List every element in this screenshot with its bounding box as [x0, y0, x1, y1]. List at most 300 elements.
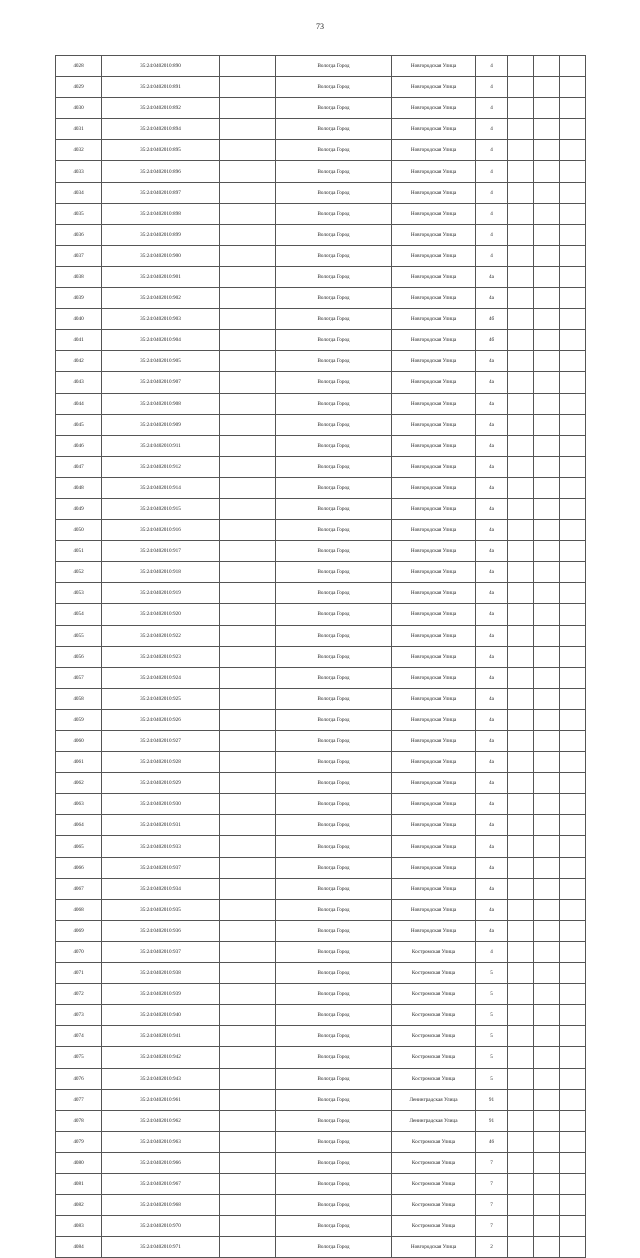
- empty-cell: [220, 562, 276, 583]
- cadastral-number-cell: 35:24:0402010:970: [102, 1216, 220, 1237]
- cadastral-number-cell: 35:24:0402010:897: [102, 182, 220, 203]
- city-cell: Вологда Город: [276, 688, 392, 709]
- house-number-cell: 4: [476, 224, 508, 245]
- empty-cell: [220, 963, 276, 984]
- city-cell: Вологда Город: [276, 435, 392, 456]
- street-cell: Новгородская Улица: [392, 98, 476, 119]
- empty-cell: [220, 709, 276, 730]
- city-cell: Вологда Город: [276, 456, 392, 477]
- street-cell: Новгородская Улица: [392, 77, 476, 98]
- table-row: [56, 182, 586, 203]
- cadastral-number-cell: 35:24:0402010:930: [102, 794, 220, 815]
- city-cell: Вологда Город: [276, 98, 392, 119]
- empty-cell: [508, 1026, 534, 1047]
- empty-cell: [534, 266, 560, 287]
- row-number-cell: 4075: [56, 1047, 102, 1068]
- empty-cell: [220, 836, 276, 857]
- house-number-cell: 4а: [476, 477, 508, 498]
- empty-cell: [220, 520, 276, 541]
- empty-cell: [560, 984, 586, 1005]
- row-number-cell: 4063: [56, 794, 102, 815]
- empty-cell: [560, 330, 586, 351]
- street-cell: Новгородская Улица: [392, 899, 476, 920]
- cadastral-number-cell: 35:24:0402010:925: [102, 688, 220, 709]
- empty-cell: [508, 963, 534, 984]
- empty-cell: [220, 1131, 276, 1152]
- cadastral-number-cell: 35:24:0402010:915: [102, 498, 220, 519]
- city-cell: Вологда Город: [276, 836, 392, 857]
- city-cell: Вологда Город: [276, 731, 392, 752]
- house-number-cell: 4б: [476, 330, 508, 351]
- table-row: [56, 899, 586, 920]
- row-number-cell: 4052: [56, 562, 102, 583]
- street-cell: Ленинградская Улица: [392, 1110, 476, 1131]
- street-cell: Новгородская Улица: [392, 161, 476, 182]
- street-cell: Новгородская Улица: [392, 878, 476, 899]
- empty-cell: [508, 414, 534, 435]
- cadastral-number-cell: 35:24:0402010:963: [102, 1131, 220, 1152]
- empty-cell: [220, 203, 276, 224]
- city-cell: Вологда Город: [276, 414, 392, 435]
- row-number-cell: 4070: [56, 941, 102, 962]
- cadastral-number-cell: 35:24:0402010:936: [102, 920, 220, 941]
- empty-cell: [508, 920, 534, 941]
- registry-table-body: [56, 56, 586, 1258]
- city-cell: Вологда Город: [276, 140, 392, 161]
- empty-cell: [534, 1152, 560, 1173]
- table-row: [56, 667, 586, 688]
- empty-cell: [534, 1195, 560, 1216]
- row-number-cell: 4036: [56, 224, 102, 245]
- city-cell: Вологда Город: [276, 899, 392, 920]
- street-cell: Новгородская Улица: [392, 541, 476, 562]
- table-row: [56, 77, 586, 98]
- house-number-cell: 4а: [476, 456, 508, 477]
- empty-cell: [534, 330, 560, 351]
- row-number-cell: 4045: [56, 414, 102, 435]
- page-number: 73: [316, 22, 324, 31]
- cadastral-number-cell: 35:24:0402010:890: [102, 56, 220, 77]
- row-number-cell: 4043: [56, 372, 102, 393]
- house-number-cell: 91: [476, 1089, 508, 1110]
- empty-cell: [508, 182, 534, 203]
- empty-cell: [220, 161, 276, 182]
- empty-cell: [534, 309, 560, 330]
- house-number-cell: 4а: [476, 562, 508, 583]
- empty-cell: [534, 1131, 560, 1152]
- empty-cell: [534, 393, 560, 414]
- table-row: [56, 393, 586, 414]
- empty-cell: [508, 224, 534, 245]
- table-row: [56, 920, 586, 941]
- cadastral-number-cell: 35:24:0402010:918: [102, 562, 220, 583]
- row-number-cell: 4065: [56, 836, 102, 857]
- city-cell: Вологда Город: [276, 266, 392, 287]
- empty-cell: [560, 1195, 586, 1216]
- city-cell: Вологда Город: [276, 56, 392, 77]
- row-number-cell: 4042: [56, 351, 102, 372]
- cadastral-number-cell: 35:24:0402010:941: [102, 1026, 220, 1047]
- city-cell: Вологда Город: [276, 351, 392, 372]
- empty-cell: [560, 963, 586, 984]
- house-number-cell: 4: [476, 119, 508, 140]
- empty-cell: [508, 1089, 534, 1110]
- table-row: [56, 203, 586, 224]
- empty-cell: [560, 752, 586, 773]
- empty-cell: [220, 1047, 276, 1068]
- city-cell: Вологда Город: [276, 309, 392, 330]
- street-cell: Костромская Улица: [392, 1216, 476, 1237]
- house-number-cell: 5: [476, 1047, 508, 1068]
- cadastral-number-cell: 35:24:0402010:919: [102, 583, 220, 604]
- row-number-cell: 4071: [56, 963, 102, 984]
- house-number-cell: 4а: [476, 878, 508, 899]
- table-row: [56, 351, 586, 372]
- street-cell: Новгородская Улица: [392, 224, 476, 245]
- table-row: [56, 161, 586, 182]
- empty-cell: [560, 1237, 586, 1258]
- empty-cell: [508, 688, 534, 709]
- street-cell: Новгородская Улица: [392, 667, 476, 688]
- house-number-cell: 5: [476, 1068, 508, 1089]
- table-row: [56, 688, 586, 709]
- house-number-cell: 5: [476, 1005, 508, 1026]
- street-cell: Костромская Улица: [392, 1131, 476, 1152]
- empty-cell: [560, 941, 586, 962]
- street-cell: Новгородская Улица: [392, 836, 476, 857]
- street-cell: Новгородская Улица: [392, 456, 476, 477]
- table-row: [56, 731, 586, 752]
- city-cell: Вологда Город: [276, 625, 392, 646]
- table-row: [56, 625, 586, 646]
- table-row: [56, 288, 586, 309]
- empty-cell: [534, 1089, 560, 1110]
- empty-cell: [220, 1005, 276, 1026]
- row-number-cell: 4083: [56, 1216, 102, 1237]
- city-cell: Вологда Город: [276, 203, 392, 224]
- street-cell: Костромская Улица: [392, 1152, 476, 1173]
- cadastral-number-cell: 35:24:0402010:971: [102, 1237, 220, 1258]
- empty-cell: [534, 541, 560, 562]
- city-cell: Вологда Город: [276, 1068, 392, 1089]
- empty-cell: [508, 1237, 534, 1258]
- empty-cell: [508, 351, 534, 372]
- street-cell: Новгородская Улица: [392, 731, 476, 752]
- table-row: [56, 941, 586, 962]
- table-row: [56, 330, 586, 351]
- table-row: [56, 604, 586, 625]
- empty-cell: [508, 288, 534, 309]
- empty-cell: [560, 1152, 586, 1173]
- house-number-cell: 4б: [476, 309, 508, 330]
- empty-cell: [534, 77, 560, 98]
- empty-cell: [560, 604, 586, 625]
- cadastral-number-cell: 35:24:0402010:962: [102, 1110, 220, 1131]
- cadastral-number-cell: 35:24:0402010:931: [102, 815, 220, 836]
- street-cell: Новгородская Улица: [392, 330, 476, 351]
- empty-cell: [560, 456, 586, 477]
- empty-cell: [220, 182, 276, 203]
- city-cell: Вологда Город: [276, 245, 392, 266]
- empty-cell: [534, 646, 560, 667]
- row-number-cell: 4050: [56, 520, 102, 541]
- row-number-cell: 4076: [56, 1068, 102, 1089]
- street-cell: Новгородская Улица: [392, 815, 476, 836]
- empty-cell: [508, 794, 534, 815]
- row-number-cell: 4062: [56, 773, 102, 794]
- empty-cell: [220, 140, 276, 161]
- row-number-cell: 4028: [56, 56, 102, 77]
- cadastral-number-cell: 35:24:0402010:903: [102, 309, 220, 330]
- empty-cell: [560, 309, 586, 330]
- empty-cell: [560, 815, 586, 836]
- city-cell: Вологда Город: [276, 541, 392, 562]
- empty-cell: [220, 56, 276, 77]
- street-cell: Новгородская Улица: [392, 920, 476, 941]
- city-cell: Вологда Город: [276, 709, 392, 730]
- empty-cell: [534, 372, 560, 393]
- empty-cell: [560, 1026, 586, 1047]
- empty-cell: [560, 794, 586, 815]
- city-cell: Вологда Город: [276, 77, 392, 98]
- row-number-cell: 4057: [56, 667, 102, 688]
- house-number-cell: 4а: [476, 857, 508, 878]
- empty-cell: [220, 330, 276, 351]
- house-number-cell: 4а: [476, 351, 508, 372]
- house-number-cell: 4а: [476, 688, 508, 709]
- street-cell: Новгородская Улица: [392, 520, 476, 541]
- house-number-cell: 5: [476, 1026, 508, 1047]
- empty-cell: [220, 625, 276, 646]
- empty-cell: [508, 245, 534, 266]
- house-number-cell: 4а: [476, 288, 508, 309]
- table-row: [56, 857, 586, 878]
- row-number-cell: 4079: [56, 1131, 102, 1152]
- street-cell: Костромская Улица: [392, 1068, 476, 1089]
- empty-cell: [560, 1005, 586, 1026]
- empty-cell: [220, 878, 276, 899]
- cadastral-number-cell: 35:24:0402010:899: [102, 224, 220, 245]
- table-row: [56, 541, 586, 562]
- cadastral-number-cell: 35:24:0402010:891: [102, 77, 220, 98]
- cadastral-number-cell: 35:24:0402010:928: [102, 752, 220, 773]
- street-cell: Костромская Улица: [392, 941, 476, 962]
- empty-cell: [220, 372, 276, 393]
- city-cell: Вологда Город: [276, 182, 392, 203]
- empty-cell: [560, 731, 586, 752]
- empty-cell: [508, 1173, 534, 1194]
- street-cell: Новгородская Улица: [392, 309, 476, 330]
- empty-cell: [220, 224, 276, 245]
- empty-cell: [560, 836, 586, 857]
- house-number-cell: 5: [476, 963, 508, 984]
- city-cell: Вологда Город: [276, 520, 392, 541]
- house-number-cell: 4а: [476, 920, 508, 941]
- street-cell: Новгородская Улица: [392, 646, 476, 667]
- row-number-cell: 4033: [56, 161, 102, 182]
- empty-cell: [220, 393, 276, 414]
- empty-cell: [220, 583, 276, 604]
- empty-cell: [508, 709, 534, 730]
- city-cell: Вологда Город: [276, 1089, 392, 1110]
- empty-cell: [534, 709, 560, 730]
- empty-cell: [534, 414, 560, 435]
- table-row: [56, 773, 586, 794]
- empty-cell: [534, 477, 560, 498]
- house-number-cell: 4а: [476, 266, 508, 287]
- street-cell: Новгородская Улица: [392, 245, 476, 266]
- cadastral-number-cell: 35:24:0402010:968: [102, 1195, 220, 1216]
- empty-cell: [220, 941, 276, 962]
- empty-cell: [534, 857, 560, 878]
- house-number-cell: 4: [476, 140, 508, 161]
- empty-cell: [220, 984, 276, 1005]
- empty-cell: [560, 1131, 586, 1152]
- table-row: [56, 435, 586, 456]
- empty-cell: [534, 731, 560, 752]
- house-number-cell: 7: [476, 1195, 508, 1216]
- empty-cell: [534, 688, 560, 709]
- city-cell: Вологда Город: [276, 477, 392, 498]
- empty-cell: [560, 288, 586, 309]
- empty-cell: [560, 414, 586, 435]
- table-row: [56, 836, 586, 857]
- empty-cell: [220, 541, 276, 562]
- empty-cell: [560, 203, 586, 224]
- city-cell: Вологда Город: [276, 878, 392, 899]
- city-cell: Вологда Город: [276, 583, 392, 604]
- empty-cell: [508, 562, 534, 583]
- empty-cell: [560, 625, 586, 646]
- empty-cell: [534, 182, 560, 203]
- empty-cell: [220, 309, 276, 330]
- table-row: [56, 1068, 586, 1089]
- empty-cell: [560, 688, 586, 709]
- empty-cell: [508, 456, 534, 477]
- street-cell: Ленинградская Улица: [392, 1089, 476, 1110]
- table-row: [56, 372, 586, 393]
- cadastral-number-cell: 35:24:0402010:911: [102, 435, 220, 456]
- cadastral-number-cell: 35:24:0402010:920: [102, 604, 220, 625]
- row-number-cell: 4078: [56, 1110, 102, 1131]
- empty-cell: [534, 667, 560, 688]
- house-number-cell: 91: [476, 1110, 508, 1131]
- empty-cell: [508, 941, 534, 962]
- row-number-cell: 4066: [56, 857, 102, 878]
- empty-cell: [220, 1152, 276, 1173]
- empty-cell: [508, 899, 534, 920]
- empty-cell: [220, 435, 276, 456]
- empty-cell: [220, 794, 276, 815]
- house-number-cell: 4а: [476, 667, 508, 688]
- empty-cell: [508, 836, 534, 857]
- cadastral-number-cell: 35:24:0402010:939: [102, 984, 220, 1005]
- empty-cell: [220, 288, 276, 309]
- empty-cell: [560, 562, 586, 583]
- row-number-cell: 4056: [56, 646, 102, 667]
- house-number-cell: 4а: [476, 498, 508, 519]
- row-number-cell: 4058: [56, 688, 102, 709]
- empty-cell: [534, 1047, 560, 1068]
- house-number-cell: 4а: [476, 899, 508, 920]
- street-cell: Новгородская Улица: [392, 414, 476, 435]
- empty-cell: [534, 1173, 560, 1194]
- city-cell: Вологда Город: [276, 941, 392, 962]
- row-number-cell: 4067: [56, 878, 102, 899]
- cadastral-number-cell: 35:24:0402010:901: [102, 266, 220, 287]
- house-number-cell: 4а: [476, 372, 508, 393]
- empty-cell: [220, 245, 276, 266]
- street-cell: Костромская Улица: [392, 1173, 476, 1194]
- city-cell: Вологда Город: [276, 393, 392, 414]
- row-number-cell: 4053: [56, 583, 102, 604]
- table-row: [56, 224, 586, 245]
- empty-cell: [534, 245, 560, 266]
- empty-cell: [560, 140, 586, 161]
- row-number-cell: 4032: [56, 140, 102, 161]
- table-row: [56, 1237, 586, 1258]
- street-cell: Новгородская Улица: [392, 688, 476, 709]
- empty-cell: [534, 1068, 560, 1089]
- empty-cell: [220, 498, 276, 519]
- cadastral-number-cell: 35:24:0402010:937: [102, 941, 220, 962]
- city-cell: Вологда Город: [276, 604, 392, 625]
- city-cell: Вологда Город: [276, 963, 392, 984]
- table-row: [56, 984, 586, 1005]
- empty-cell: [508, 1195, 534, 1216]
- row-number-cell: 4074: [56, 1026, 102, 1047]
- empty-cell: [220, 1216, 276, 1237]
- house-number-cell: 4а: [476, 541, 508, 562]
- house-number-cell: 4а: [476, 836, 508, 857]
- empty-cell: [508, 731, 534, 752]
- empty-cell: [560, 372, 586, 393]
- empty-cell: [534, 920, 560, 941]
- empty-cell: [534, 815, 560, 836]
- row-number-cell: 4034: [56, 182, 102, 203]
- cadastral-number-cell: 35:24:0402010:908: [102, 393, 220, 414]
- street-cell: Новгородская Улица: [392, 857, 476, 878]
- empty-cell: [534, 98, 560, 119]
- table-row: [56, 119, 586, 140]
- empty-cell: [534, 351, 560, 372]
- empty-cell: [534, 604, 560, 625]
- empty-cell: [534, 794, 560, 815]
- city-cell: Вологда Город: [276, 119, 392, 140]
- street-cell: Новгородская Улица: [392, 709, 476, 730]
- table-row: [56, 1005, 586, 1026]
- empty-cell: [534, 498, 560, 519]
- row-number-cell: 4060: [56, 731, 102, 752]
- house-number-cell: 5: [476, 984, 508, 1005]
- street-cell: Новгородская Улица: [392, 140, 476, 161]
- cadastral-number-cell: 35:24:0402010:914: [102, 477, 220, 498]
- cadastral-number-cell: 35:24:0402010:967: [102, 1173, 220, 1194]
- house-number-cell: 46: [476, 1131, 508, 1152]
- empty-cell: [534, 161, 560, 182]
- house-number-cell: 4а: [476, 646, 508, 667]
- street-cell: Новгородская Улица: [392, 477, 476, 498]
- empty-cell: [534, 562, 560, 583]
- empty-cell: [220, 477, 276, 498]
- row-number-cell: 4030: [56, 98, 102, 119]
- empty-cell: [534, 941, 560, 962]
- table-row: [56, 794, 586, 815]
- empty-cell: [534, 520, 560, 541]
- cadastral-number-cell: 35:24:0402010:923: [102, 646, 220, 667]
- table-row: [56, 1216, 586, 1237]
- cadastral-number-cell: 35:24:0402010:929: [102, 773, 220, 794]
